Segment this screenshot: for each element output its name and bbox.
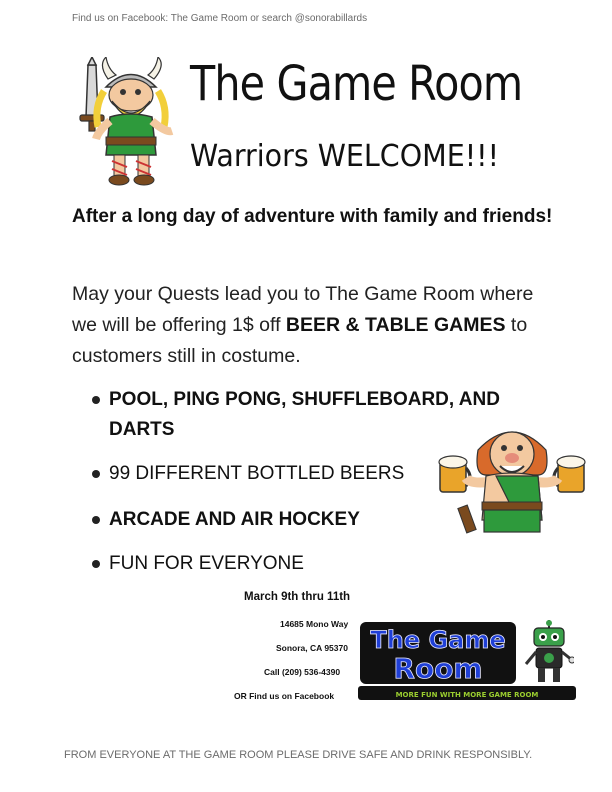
robot-mascot-icon (524, 620, 574, 686)
game-room-logo (358, 620, 580, 706)
facebook-link[interactable]: OR Find us on Facebook (234, 691, 335, 701)
address-city: Sonora, CA 95370 (276, 643, 348, 653)
address-street: 14685 Mono Way (280, 619, 349, 629)
footer-message: FROM EVERYONE AT THE GAME ROOM PLEASE DRIVE SAFE AND DRINK RESPONSIBLY. (64, 749, 533, 761)
viking-beer-steins-illustration (438, 420, 586, 540)
list-item: POOL, PING PONG, SHUFFLEBOARD, AND DARTS (92, 385, 562, 445)
page-subtitle: Warriors WELCOME!!! (190, 139, 500, 174)
list-item: FUN FOR EVERYONE (92, 549, 562, 579)
viking-warrior-illustration (76, 57, 184, 187)
lead-text: After a long day of adventure with family and friends! (72, 206, 553, 227)
promo-paragraph (72, 279, 562, 372)
promo-text: May your Quests lead you to The Game Room where we will be offering 1$ off (72, 283, 534, 336)
list-item: 99 DIFFERENT BOTTLED BEERS (92, 459, 562, 489)
promo-highlight: BEER & TABLE GAMES (285, 314, 506, 336)
page-title: The Game Room (190, 56, 523, 112)
promo-text-end: to customers still in costume. (72, 314, 528, 367)
logo-tagline: MORE FUN WITH MORE GAME ROOM (395, 691, 539, 699)
list-item: ARCADE AND AIR HOCKEY (92, 505, 562, 535)
facebook-note: Find us on Facebook: The Game Room or search @sonorabillards (72, 13, 368, 24)
phone-number: Call (209) 536-4390 (264, 667, 341, 677)
logo-line1: The Game (370, 626, 506, 654)
logo-line2: Room (393, 652, 483, 685)
event-dates: March 9th thru 11th (244, 591, 351, 603)
